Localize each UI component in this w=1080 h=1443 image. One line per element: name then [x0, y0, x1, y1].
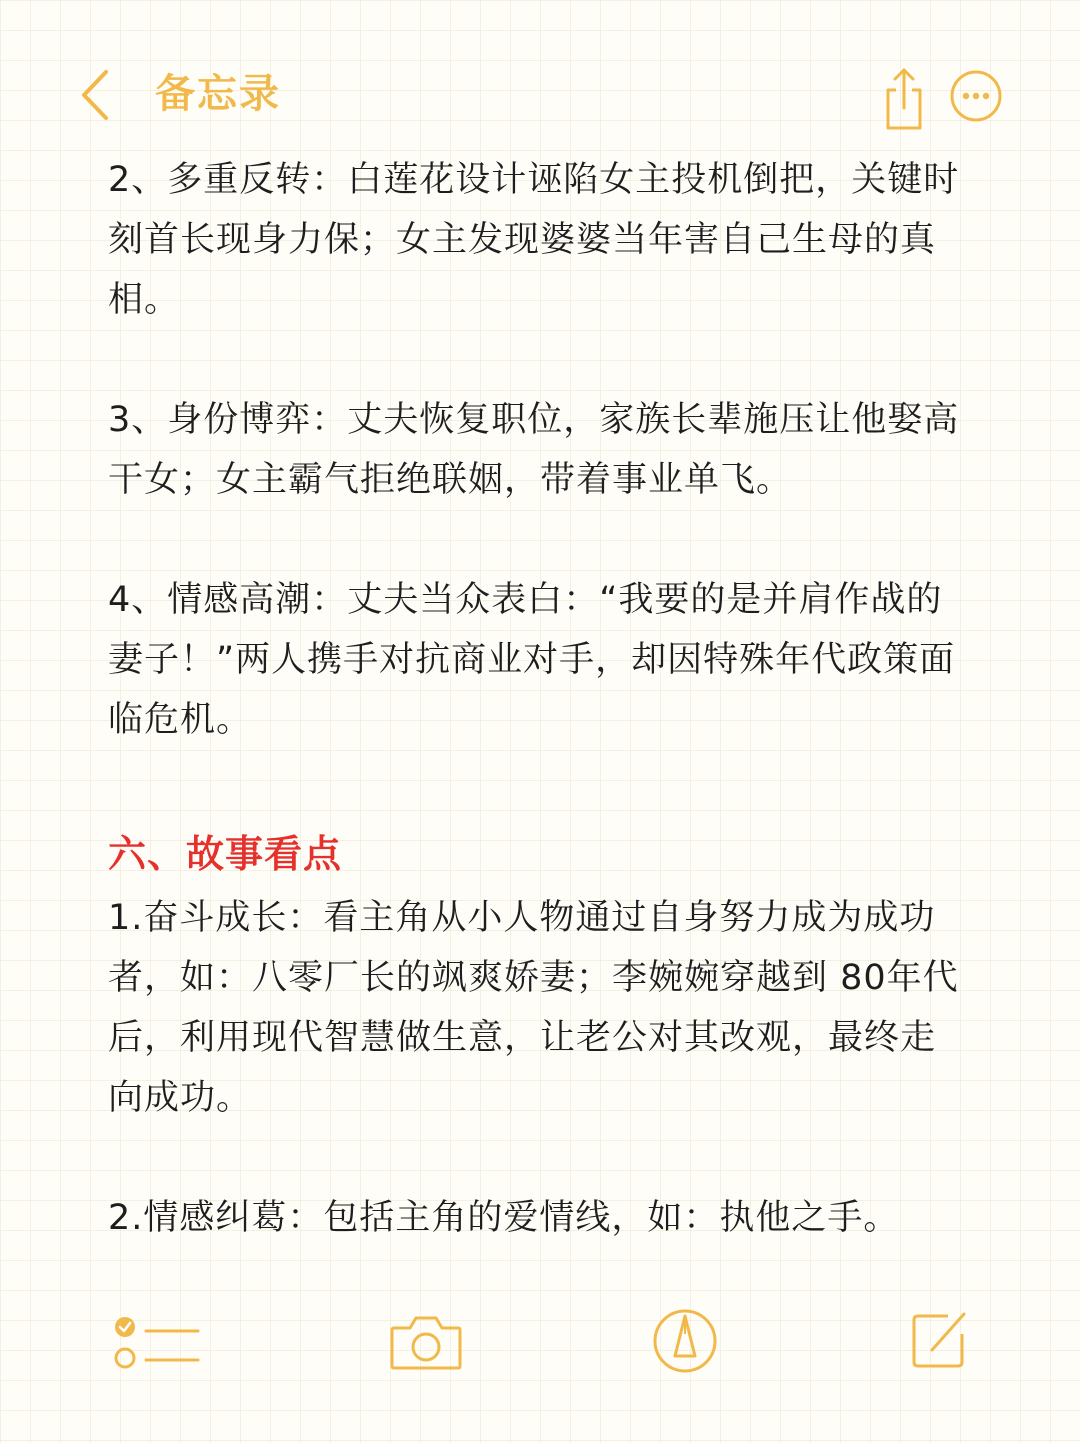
chevron-left-icon	[70, 58, 130, 132]
navigation-bar	[0, 50, 1080, 140]
note-paragraph: 1.奋斗成长：看主角从小人物通过自身努力成为成功者，如：八零厂长的飒爽娇妻；李婉婉穿越到 80年代后，利用现代智慧做生意，让老公对其改观，最终走向成功。	[108, 898, 959, 1118]
compose-icon	[908, 1306, 972, 1372]
ellipsis-circle-icon	[948, 68, 1004, 124]
note-paragraph: 2.情感纠葛：包括主角的爱情线，如：执他之手。	[108, 1198, 900, 1238]
share-icon	[878, 60, 930, 136]
back-button[interactable]	[70, 58, 130, 132]
markup-pen-icon	[650, 1306, 720, 1376]
more-button[interactable]	[948, 68, 1004, 124]
checklist-button[interactable]	[108, 1310, 204, 1376]
note-paragraph: 4、情感高潮：丈夫当众表白：“我要的是并肩作战的妻子！”两人携手对抗商业对手，却因特殊年代政策面临危机。	[108, 580, 956, 740]
share-button[interactable]	[878, 60, 930, 136]
markup-button[interactable]	[650, 1306, 720, 1376]
page-title: 备忘录	[155, 71, 281, 117]
compose-button[interactable]	[908, 1306, 972, 1372]
checklist-icon	[108, 1310, 204, 1376]
bottom-toolbar	[0, 1300, 1080, 1390]
section-heading: 六、故事看点	[108, 832, 343, 876]
note-paragraph: 2、多重反转：白莲花设计诬陷女主投机倒把，关键时刻首长现身力保；女主发现婆婆当年害自己生母的真相。	[108, 160, 960, 320]
camera-button[interactable]	[386, 1308, 466, 1374]
camera-icon	[386, 1308, 466, 1374]
note-paragraph: 3、身份博弈：丈夫恢复职位，家族长辈施压让他娶高干女；女主霸气拒绝联姻，带着事业单飞。	[108, 400, 960, 500]
note-body[interactable]	[108, 150, 968, 1248]
